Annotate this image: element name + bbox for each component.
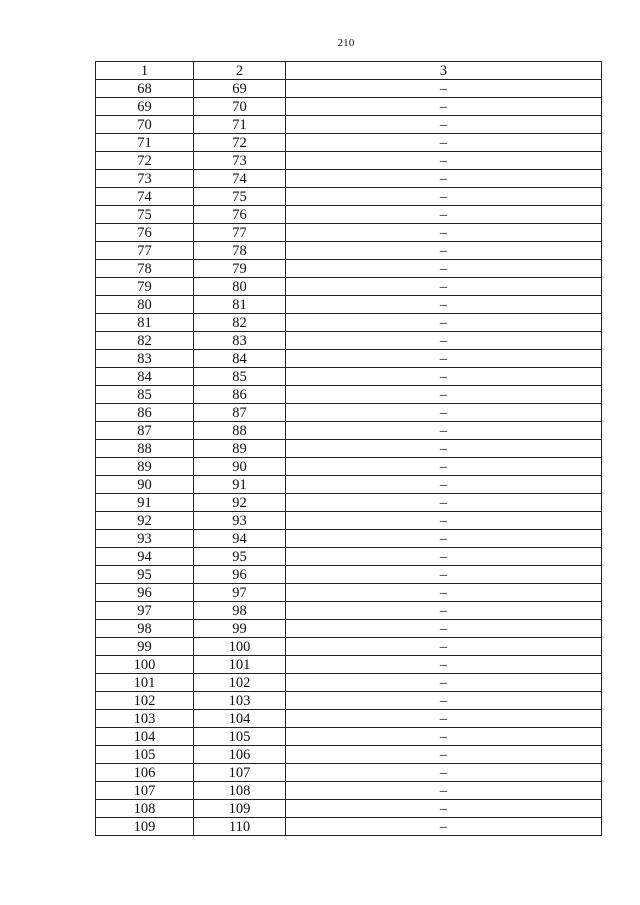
table-cell-col-3: – bbox=[286, 260, 602, 278]
table-cell-col-3: – bbox=[286, 530, 602, 548]
table-cell-col-3: – bbox=[286, 242, 602, 260]
table-cell-col-2: 108 bbox=[194, 782, 286, 800]
table-cell-col-3: – bbox=[286, 170, 602, 188]
table-cell-col-2: 105 bbox=[194, 728, 286, 746]
table-cell-col-2: 90 bbox=[194, 458, 286, 476]
table-row bbox=[96, 566, 602, 584]
table-cell-col-2: 79 bbox=[194, 260, 286, 278]
table-cell-col-1: 108 bbox=[96, 800, 194, 818]
table-cell-col-3: – bbox=[286, 584, 602, 602]
table-cell-col-2: 69 bbox=[194, 80, 286, 98]
table-row bbox=[96, 260, 602, 278]
table-cell-col-1: 79 bbox=[96, 278, 194, 296]
table-cell-col-1: 83 bbox=[96, 350, 194, 368]
table-cell-col-1: 105 bbox=[96, 746, 194, 764]
table-cell-col-1: 88 bbox=[96, 440, 194, 458]
table-row bbox=[96, 188, 602, 206]
table-cell-col-2: 89 bbox=[194, 440, 286, 458]
table-cell-col-3: – bbox=[286, 746, 602, 764]
table-cell-col-2: 95 bbox=[194, 548, 286, 566]
table-cell-col-2: 82 bbox=[194, 314, 286, 332]
table-cell-col-2: 94 bbox=[194, 530, 286, 548]
table-row bbox=[96, 242, 602, 260]
table-cell-col-1: 97 bbox=[96, 602, 194, 620]
table-header bbox=[96, 62, 602, 80]
table-cell-col-3: – bbox=[286, 674, 602, 692]
table-cell-col-1: 71 bbox=[96, 134, 194, 152]
table-cell-col-1: 87 bbox=[96, 422, 194, 440]
table-cell-col-3: – bbox=[286, 692, 602, 710]
table-cell-col-3: – bbox=[286, 638, 602, 656]
table-cell-col-3: – bbox=[286, 566, 602, 584]
table-cell-col-2: 98 bbox=[194, 602, 286, 620]
table-cell-col-2: 91 bbox=[194, 476, 286, 494]
table-cell-col-3: – bbox=[286, 278, 602, 296]
table-cell-col-3: – bbox=[286, 620, 602, 638]
table-row bbox=[96, 296, 602, 314]
table-cell-col-2: 83 bbox=[194, 332, 286, 350]
table-row bbox=[96, 692, 602, 710]
table-row bbox=[96, 476, 602, 494]
table-cell-col-2: 99 bbox=[194, 620, 286, 638]
table-cell-col-2: 97 bbox=[194, 584, 286, 602]
table-row bbox=[96, 350, 602, 368]
table-cell-col-2: 70 bbox=[194, 98, 286, 116]
table-row bbox=[96, 170, 602, 188]
table-cell-col-2: 103 bbox=[194, 692, 286, 710]
table-row bbox=[96, 494, 602, 512]
table-cell-col-3: – bbox=[286, 116, 602, 134]
table-cell-col-1: 86 bbox=[96, 404, 194, 422]
table-row bbox=[96, 638, 602, 656]
table-cell-col-1: 96 bbox=[96, 584, 194, 602]
table-cell-col-2: 81 bbox=[194, 296, 286, 314]
table-cell-col-3: – bbox=[286, 224, 602, 242]
table-cell-col-1: 101 bbox=[96, 674, 194, 692]
table-row bbox=[96, 80, 602, 98]
table-cell-col-3: – bbox=[286, 602, 602, 620]
table-row bbox=[96, 152, 602, 170]
table-cell-col-3: – bbox=[286, 764, 602, 782]
table-cell-col-3: – bbox=[286, 422, 602, 440]
table-cell-col-3: – bbox=[286, 656, 602, 674]
table-cell-col-3: – bbox=[286, 782, 602, 800]
table-cell-col-1: 78 bbox=[96, 260, 194, 278]
table-cell-col-3: – bbox=[286, 206, 602, 224]
table-row bbox=[96, 314, 602, 332]
table-cell-col-2: 93 bbox=[194, 512, 286, 530]
table-cell-col-2: 106 bbox=[194, 746, 286, 764]
table-cell-col-3: – bbox=[286, 314, 602, 332]
table-row bbox=[96, 422, 602, 440]
table-row bbox=[96, 206, 602, 224]
table-cell-col-1: 102 bbox=[96, 692, 194, 710]
table-cell-col-3: – bbox=[286, 386, 602, 404]
table-cell-col-2: 85 bbox=[194, 368, 286, 386]
table-row bbox=[96, 368, 602, 386]
table-cell-col-2: 100 bbox=[194, 638, 286, 656]
table-cell-col-3: – bbox=[286, 458, 602, 476]
table-row bbox=[96, 512, 602, 530]
table-cell-col-2: 72 bbox=[194, 134, 286, 152]
table-cell-col-1: 76 bbox=[96, 224, 194, 242]
table-row bbox=[96, 818, 602, 836]
table-cell-col-2: 78 bbox=[194, 242, 286, 260]
table-row bbox=[96, 548, 602, 566]
header-row bbox=[96, 62, 602, 80]
table-row bbox=[96, 782, 602, 800]
table-cell-col-1: 89 bbox=[96, 458, 194, 476]
table-cell-col-1: 93 bbox=[96, 530, 194, 548]
table-cell-col-2: 74 bbox=[194, 170, 286, 188]
table-cell-col-2: 77 bbox=[194, 224, 286, 242]
table-row bbox=[96, 728, 602, 746]
table-cell-col-2: 87 bbox=[194, 404, 286, 422]
table-cell-col-2: 71 bbox=[194, 116, 286, 134]
table-cell-col-1: 81 bbox=[96, 314, 194, 332]
data-table bbox=[95, 61, 602, 836]
table-row bbox=[96, 656, 602, 674]
table-cell-col-2: 102 bbox=[194, 674, 286, 692]
table-cell-col-3: – bbox=[286, 296, 602, 314]
table-cell-col-1: 90 bbox=[96, 476, 194, 494]
table-cell-col-1: 70 bbox=[96, 116, 194, 134]
table-cell-col-1: 106 bbox=[96, 764, 194, 782]
table-cell-col-1: 80 bbox=[96, 296, 194, 314]
table-row bbox=[96, 98, 602, 116]
table-cell-col-3: – bbox=[286, 818, 602, 836]
table-row bbox=[96, 134, 602, 152]
table-cell-col-3: – bbox=[286, 368, 602, 386]
table-cell-col-3: – bbox=[286, 800, 602, 818]
table-cell-col-1: 72 bbox=[96, 152, 194, 170]
table-row bbox=[96, 674, 602, 692]
table-cell-col-1: 107 bbox=[96, 782, 194, 800]
table-cell-col-3: – bbox=[286, 152, 602, 170]
table-cell-col-1: 68 bbox=[96, 80, 194, 98]
table-row bbox=[96, 764, 602, 782]
table-cell-col-2: 75 bbox=[194, 188, 286, 206]
table-cell-col-1: 84 bbox=[96, 368, 194, 386]
table-cell-col-3: – bbox=[286, 476, 602, 494]
table-cell-col-3: – bbox=[286, 728, 602, 746]
table-cell-col-3: – bbox=[286, 98, 602, 116]
table-cell-col-1: 92 bbox=[96, 512, 194, 530]
table-cell-col-3: – bbox=[286, 134, 602, 152]
table-cell-col-2: 84 bbox=[194, 350, 286, 368]
table-cell-col-2: 104 bbox=[194, 710, 286, 728]
table-row bbox=[96, 116, 602, 134]
table-cell-col-1: 98 bbox=[96, 620, 194, 638]
table-cell-col-1: 73 bbox=[96, 170, 194, 188]
table-cell-col-1: 77 bbox=[96, 242, 194, 260]
table-row bbox=[96, 278, 602, 296]
column-header-3: 3 bbox=[286, 62, 602, 80]
column-header-2: 2 bbox=[194, 62, 286, 80]
table-cell-col-1: 82 bbox=[96, 332, 194, 350]
table-cell-col-2: 76 bbox=[194, 206, 286, 224]
table-row bbox=[96, 332, 602, 350]
table-cell-col-2: 73 bbox=[194, 152, 286, 170]
table-cell-col-3: – bbox=[286, 494, 602, 512]
table-row bbox=[96, 440, 602, 458]
table-cell-col-1: 94 bbox=[96, 548, 194, 566]
table-cell-col-1: 91 bbox=[96, 494, 194, 512]
table-cell-col-3: – bbox=[286, 350, 602, 368]
table-row bbox=[96, 746, 602, 764]
table-row bbox=[96, 530, 602, 548]
table-cell-col-1: 74 bbox=[96, 188, 194, 206]
table-cell-col-1: 95 bbox=[96, 566, 194, 584]
table-cell-col-3: – bbox=[286, 710, 602, 728]
table-row bbox=[96, 224, 602, 242]
table-cell-col-1: 69 bbox=[96, 98, 194, 116]
table-cell-col-2: 92 bbox=[194, 494, 286, 512]
table-cell-col-3: – bbox=[286, 332, 602, 350]
table-cell-col-3: – bbox=[286, 188, 602, 206]
table-row bbox=[96, 458, 602, 476]
table-cell-col-2: 96 bbox=[194, 566, 286, 584]
table-cell-col-1: 100 bbox=[96, 656, 194, 674]
table-row bbox=[96, 584, 602, 602]
table-row bbox=[96, 710, 602, 728]
table-cell-col-1: 99 bbox=[96, 638, 194, 656]
table-cell-col-3: – bbox=[286, 512, 602, 530]
table-cell-col-1: 85 bbox=[96, 386, 194, 404]
table-cell-col-2: 107 bbox=[194, 764, 286, 782]
table-cell-col-3: – bbox=[286, 80, 602, 98]
table-cell-col-3: – bbox=[286, 404, 602, 422]
table-row bbox=[96, 404, 602, 422]
table-cell-col-2: 80 bbox=[194, 278, 286, 296]
table-row bbox=[96, 386, 602, 404]
table-cell-col-1: 75 bbox=[96, 206, 194, 224]
table-cell-col-2: 86 bbox=[194, 386, 286, 404]
table-cell-col-2: 88 bbox=[194, 422, 286, 440]
table-row bbox=[96, 620, 602, 638]
table-cell-col-2: 101 bbox=[194, 656, 286, 674]
table-cell-col-2: 110 bbox=[194, 818, 286, 836]
table-cell-col-3: – bbox=[286, 548, 602, 566]
table-row bbox=[96, 800, 602, 818]
table-body bbox=[96, 80, 602, 836]
table-cell-col-2: 109 bbox=[194, 800, 286, 818]
column-header-1: 1 bbox=[96, 62, 194, 80]
page-number: 210 bbox=[337, 37, 355, 49]
table-cell-col-3: – bbox=[286, 440, 602, 458]
table-cell-col-1: 104 bbox=[96, 728, 194, 746]
table-row bbox=[96, 602, 602, 620]
table-cell-col-1: 109 bbox=[96, 818, 194, 836]
table-cell-col-1: 103 bbox=[96, 710, 194, 728]
